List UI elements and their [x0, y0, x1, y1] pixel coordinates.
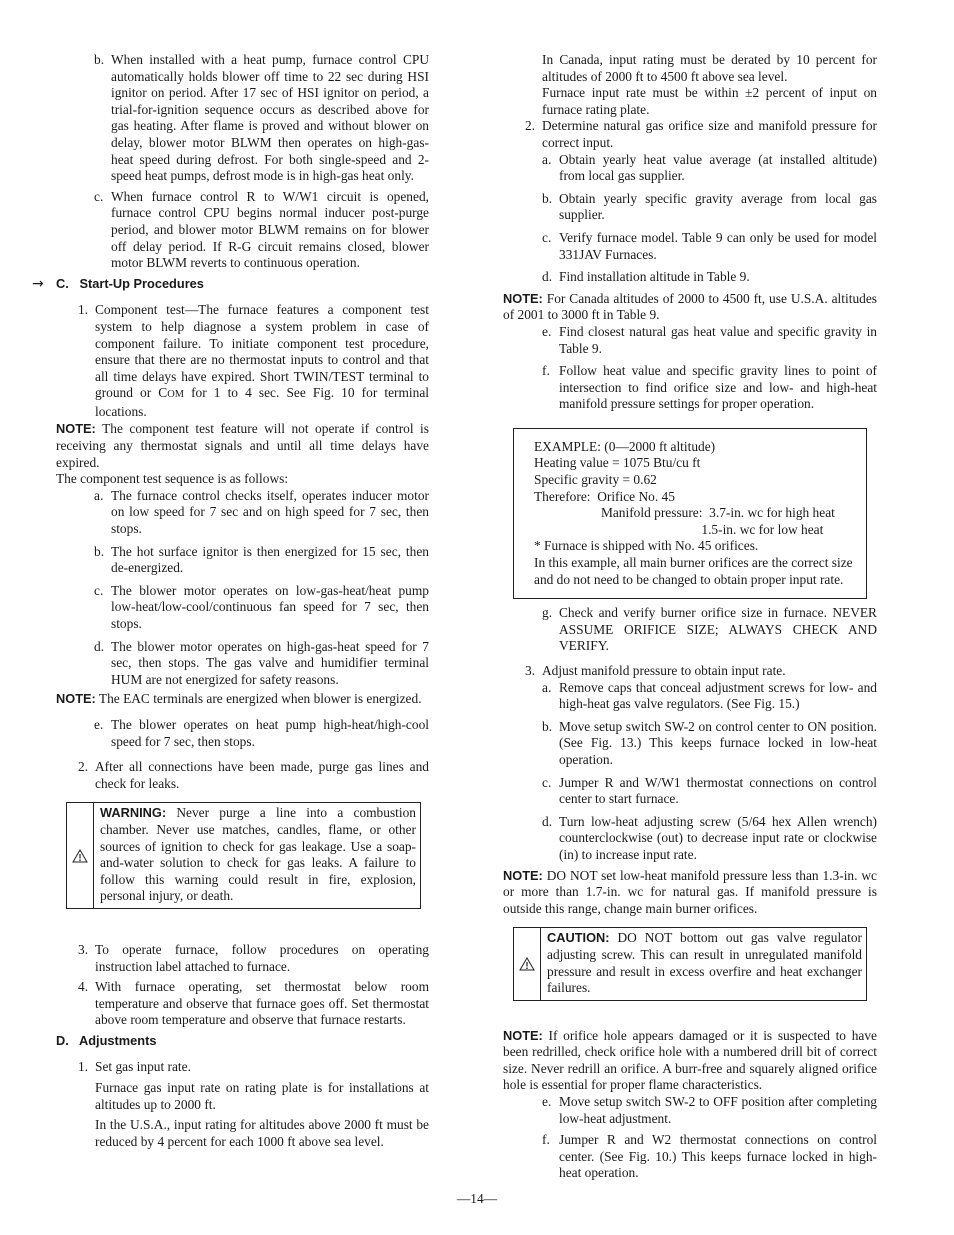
note: NOTE: The component test feature will not operate if control is receiving any thermostat signals and until all time delays have expired. [56, 421, 429, 470]
item-label: b. [94, 52, 105, 67]
item-text: Turn low-heat adjusting screw (5/64 hex Allen wrench) counterclockwise (out) to decrease input rate or clockwise (in) to increase input rate. [559, 813, 877, 862]
example-line: 1.5-in. wc for low heat [534, 521, 824, 537]
list-item [542, 230, 877, 263]
warning-label: WARNING: [100, 805, 167, 821]
note-label: NOTE: [503, 1027, 543, 1043]
caution-label: CAUTION: [547, 930, 610, 946]
warning-text: WARNING: Never purge a line into a combustion chamber. Never use matches, candles, flame, or other sources of ignition to check for gas leakage. Use a soap-and-water solution to check for gas leaks. A failure to follow this warning could result in fire, explosion, personal injury, or death. [100, 805, 416, 904]
list-item [542, 605, 877, 655]
right-column [503, 52, 877, 1182]
list-item [542, 324, 877, 357]
list-item [94, 544, 429, 577]
example-line: and do not need to be changed to obtain proper input rate. [534, 571, 844, 587]
list-item [542, 191, 877, 224]
warning-triangle-icon [67, 803, 94, 908]
section-title: D. Adjustments [56, 1032, 157, 1048]
item-text: Follow heat value and specific gravity lines to point of intersection to find orifice size and low- and high-heat manifold pressure settings for proper operation. [559, 363, 877, 412]
example-line: Heating value = 1075 Btu/cu ft [534, 455, 701, 471]
item-text: The blower motor operates on low-gas-heat/heat pump low-heat/low-cool/continuous fan speed for 7 sec, then stops. [111, 582, 429, 631]
item-label: 1. [78, 302, 89, 318]
list-item [542, 363, 877, 413]
list-item [542, 680, 877, 713]
paragraph: In Canada, input rating must be derated by 10 percent for altitudes of 2000 ft to 4500 ft above sea level. [542, 52, 877, 84]
paragraph: Furnace gas input rate on rating plate is for installations at altitudes up to 2000 ft. [95, 1080, 429, 1112]
item-label: f. [542, 1132, 550, 1148]
item-text: Obtain yearly heat value average (at installed altitude) from local gas supplier. [559, 151, 877, 184]
item-label: 3. [525, 663, 536, 678]
note-label: NOTE: [56, 691, 96, 707]
item-text: Set gas input rate. Furnace gas input rate on rating plate is for installations at altitudes up to 2000 ft. In the U.S.A., input rating for altitudes above 2000 ft must be reduced by 4 percent for each 1000 ft above sea level. [95, 1059, 429, 1149]
item-label: c. [94, 582, 104, 598]
section-heading-c [32, 275, 429, 293]
list-item [525, 118, 877, 151]
list-item [94, 583, 429, 633]
canada-block [542, 52, 877, 118]
sub-list [542, 680, 877, 864]
example-line: Specific gravity = 0.62 [534, 472, 657, 488]
section-title: C. Start-Up Procedures [56, 275, 204, 291]
item-label: 3. [78, 941, 89, 957]
sub-list [542, 152, 877, 286]
sub-list [542, 324, 877, 413]
item-label: 1. [78, 1059, 89, 1075]
example-line: Therefore: Orifice No. 45 [534, 488, 675, 504]
item-text: Move setup switch SW-2 on control center to ON position. (See Fig. 13.) This keeps furnace locked in low-heat operation. [559, 718, 877, 767]
item-text: Adjust manifold pressure to obtain input rate. [542, 663, 786, 678]
item-text: Obtain yearly specific gravity average from local gas supplier. [559, 190, 877, 223]
sequence-list [94, 488, 429, 689]
example-line: Manifold pressure: 3.7-in. wc for high heat [534, 505, 835, 521]
note-label: NOTE: [503, 290, 543, 306]
list-item [78, 979, 429, 1029]
page-number: —14— [456, 1191, 498, 1206]
item-label: a. [94, 487, 104, 503]
item-text: With furnace operating, set thermostat below room temperature and observe that furnace goes off. Set thermostat above room temperature and observe that furnace restarts. [95, 979, 429, 1028]
item-label: g. [542, 605, 553, 621]
list-item [94, 189, 429, 272]
sequence-intro: The component test sequence is as follows: [56, 471, 289, 487]
warning-triangle-icon [514, 928, 541, 999]
paragraph: Furnace input rate must be within ±2 percent of input on furnace rating plate. [542, 85, 877, 117]
item-label: 2. [78, 759, 89, 775]
item-label: f. [542, 363, 550, 379]
list-item [94, 717, 429, 750]
item-text: The blower motor operates on high-gas-heat speed for 7 sec, then stops. The gas valve and humidifier terminal HUM are not energized for safety reasons. [111, 638, 429, 687]
item-text: Component test—The furnace features a component test system to help diagnose a system problem in case of component failure. To initiate component test procedure, ensure that there are no thermostat inputs to control and that all time delays have expired. Short TWIN/TEST terminal to ground or COM for 1 to 4 sec. See Fig. 10 for terminal locations. [95, 302, 430, 419]
caution-box [513, 927, 867, 1000]
list-item [542, 814, 877, 864]
list-item [542, 1094, 877, 1127]
item-label: c. [542, 229, 552, 245]
warning-box [66, 802, 421, 909]
item-text: The hot surface ignitor is then energized for 15 sec, then de-energized. [111, 543, 429, 576]
left-column [32, 52, 430, 1150]
item-label: a. [542, 151, 552, 167]
item-text: Verify furnace model. Table 9 can only be used for model 331JAV Furnaces. [559, 229, 877, 262]
note: NOTE: The EAC terminals are energized when blower is energized. [56, 691, 422, 707]
list-item [78, 302, 429, 420]
note: NOTE: DO NOT set low-heat manifold pressure less than 1.3-in. wc or more than 1.7-in. wc for natural gas. If manifold pressure is outside this range, change main burner orifices. [503, 867, 877, 916]
item-label: d. [542, 813, 553, 829]
item-text: The blower operates on heat pump high-heat/high-cool speed for 7 sec, then stops. [111, 716, 429, 749]
item-label: b. [94, 543, 105, 559]
item-text: The furnace control checks itself, operates inducer motor on low speed for 7 sec and on high speed for 7 sec, then stops. [111, 487, 429, 537]
item-label: e. [542, 323, 552, 339]
item-label: b. [542, 190, 553, 206]
item-text: Check and verify burner orifice size in furnace. NEVER ASSUME ORIFICE SIZE; ALWAYS CHECK AND VERIFY. [559, 605, 877, 654]
list-item [94, 488, 429, 538]
item-label: d. [94, 638, 105, 654]
list-item [525, 663, 877, 680]
list-item [78, 1059, 429, 1150]
item-label: d. [542, 269, 553, 285]
item-text: Move setup switch SW-2 to OFF position after completing low-heat adjustment. [559, 1094, 877, 1126]
sub-list [542, 1094, 877, 1182]
note: NOTE: For Canada altitudes of 2000 to 4500 ft, use U.S.A. altitudes of 2001 to 3000 ft in Table 9. [503, 290, 877, 323]
list-item [542, 775, 877, 808]
list-item [78, 942, 429, 975]
example-line: EXAMPLE: (0—2000 ft altitude) [534, 438, 716, 454]
item-label: 4. [78, 979, 89, 995]
note: NOTE: If orifice hole appears damaged or it is suspected to have been redrilled, check orifice hole with a numbered drill bit of correct size. Never redrill an orifice. A burr-free and squarely aligned orifice hole is essential for proper flame characteristics. [503, 1027, 877, 1093]
item-label: a. [542, 679, 552, 695]
item-text: After all connections have been made, purge gas lines and check for leaks. [95, 759, 429, 791]
caution-text: CAUTION: DO NOT bottom out gas valve regulator adjusting screw. This can result in unregulated manifold pressure and result in excess overfire and heat exchanger failures. [547, 930, 862, 996]
item-label: e. [542, 1094, 552, 1110]
list-item [78, 759, 429, 792]
item-label: c. [542, 774, 552, 790]
item-text: Find installation altitude in Table 9. [559, 269, 750, 285]
paragraph: In the U.S.A., input rating for altitudes above 2000 ft must be reduced by 4 percent for each 1000 ft above sea level. [95, 1117, 429, 1149]
right-arrow-icon: → [32, 275, 44, 292]
item-text: Jumper R and W/W1 thermostat connections on control center to start furnace. [559, 774, 877, 807]
list-item [542, 152, 877, 185]
list-item [542, 269, 877, 286]
list-item [94, 52, 429, 185]
note-label: NOTE: [503, 867, 543, 883]
item-label: 2. [525, 118, 536, 134]
item-text: When furnace control R to W/W1 circuit is opened, furnace control CPU begins normal inducer post-purge period, and blower motor BLWM remains on for blower off delay period. If R-G circuit remains closed, blower motor BLWM reverts to continuous operation. [111, 188, 429, 271]
item-text: When installed with a heat pump, furnace control CPU automatically holds blower off time to 22 sec during HSI ignitor on period. After 17 sec of HSI ignitor on period, a trial-for-ignition sequence occurs as described above for gas heating. After flame is proved and without blower on delay, blower motor BLWM then operates on high-gas-heat speed during defrost. For both single-speed and 2-speed heat pumps, defrost mode is in high-gas heat only. [111, 52, 429, 184]
item-text: To operate furnace, follow procedures on operating instruction label attached to furnace. [95, 941, 429, 974]
item-label: b. [542, 718, 553, 734]
list-item [542, 719, 877, 769]
example-lines [534, 439, 858, 588]
item-text: Determine natural gas orifice size and manifold pressure for correct input. [542, 118, 877, 150]
example-box [513, 428, 867, 599]
list-item [94, 639, 429, 689]
item-label: e. [94, 716, 104, 732]
item-text: Remove caps that conceal adjustment screws for low- and high-heat gas valve regulators. (See Fig. 15.) [559, 679, 877, 712]
item-label: c. [94, 188, 104, 204]
note-label: NOTE: [56, 421, 96, 437]
item-text: Jumper R and W2 thermostat connections on control center. (See Fig. 10.) This keeps furnace locked in high-heat operation. [559, 1132, 877, 1181]
example-line: In this example, all main burner orifices are the correct size [534, 555, 853, 571]
item-text: Find closest natural gas heat value and specific gravity in Table 9. [559, 323, 877, 356]
example-line: * Furnace is shipped with No. 45 orifices. [534, 538, 759, 554]
list-item [542, 1132, 877, 1182]
